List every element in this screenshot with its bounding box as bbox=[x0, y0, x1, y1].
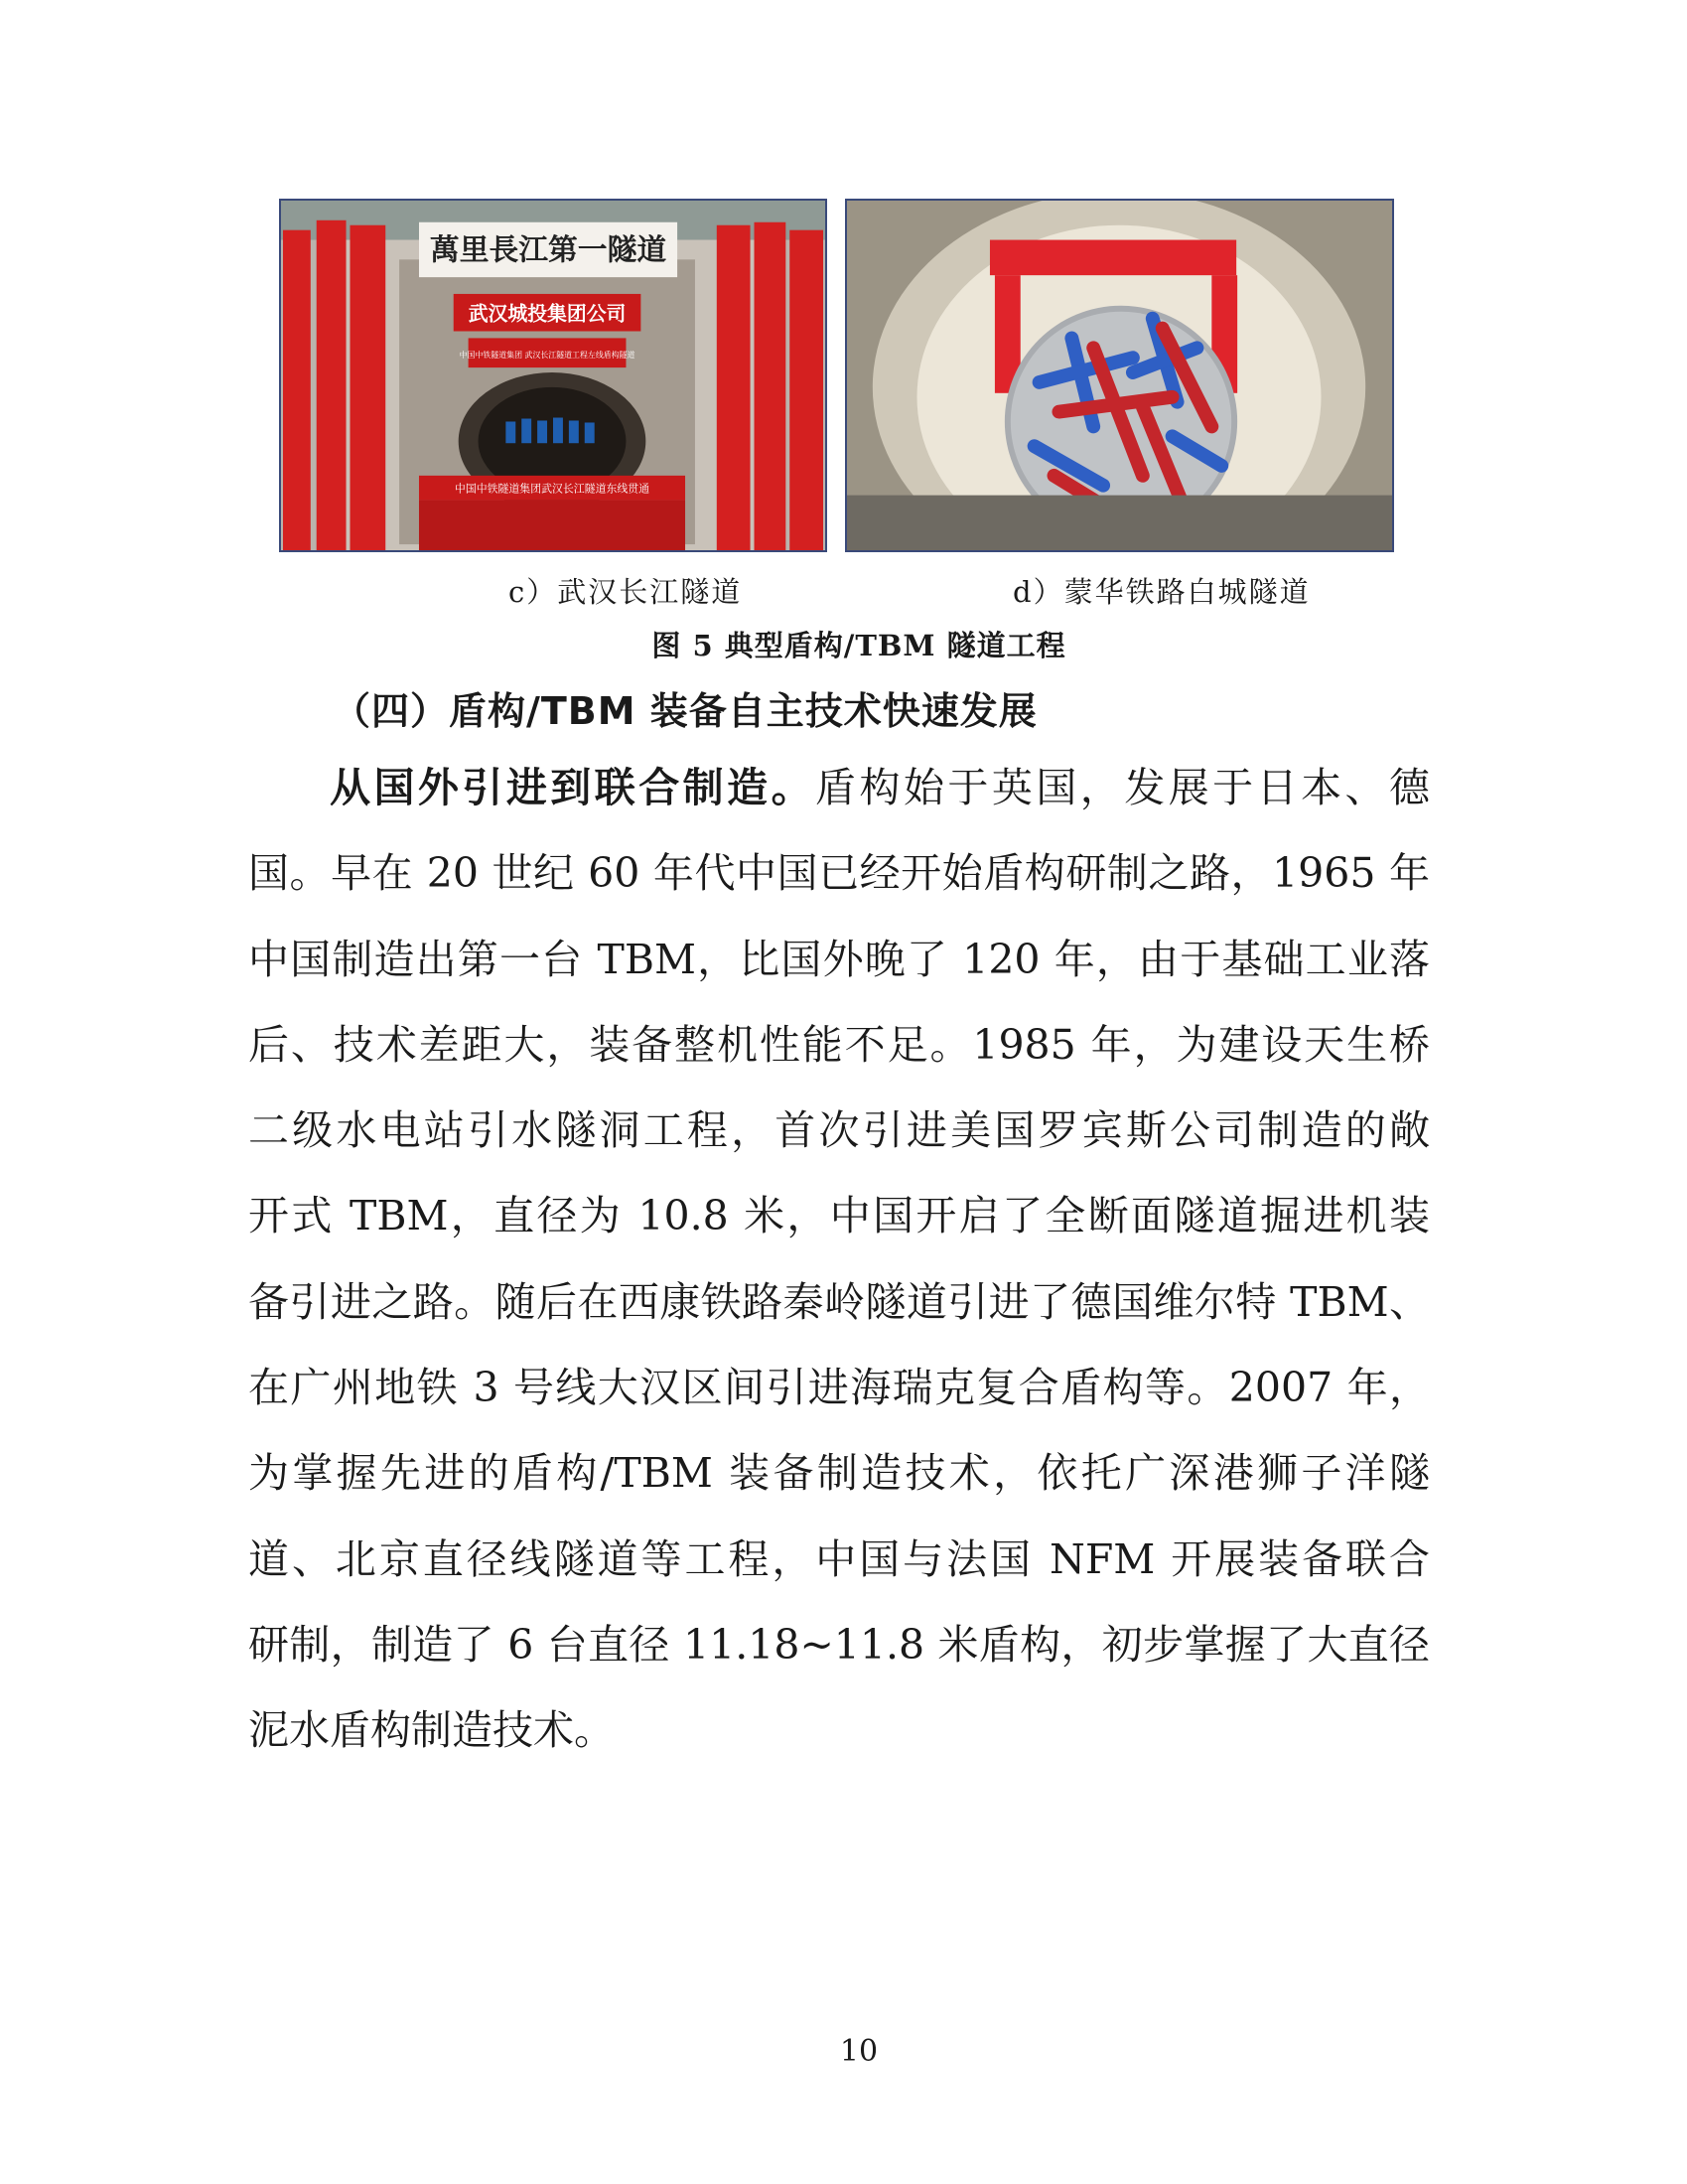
paragraph-line: 后、技术差距大，装备整机性能不足。1985 年，为建设天生桥 bbox=[248, 1020, 1430, 1069]
paragraph-line: 国。早在 20 世纪 60 年代中国已经开始盾构研制之路，1965 年 bbox=[248, 849, 1430, 898]
paragraph-line: 在广州地铁 3 号线大汉区间引进海瑞克复合盾构等。2007 年， bbox=[248, 1364, 1430, 1412]
body-paragraph bbox=[248, 753, 1430, 1782]
photo-menghua-railway-baicheng-tunnel bbox=[845, 199, 1394, 552]
lead-sentence: 从国外引进到联合制造。 bbox=[330, 764, 816, 811]
section-heading: （四）盾构/TBM 装备自主技术快速发展 bbox=[333, 689, 1038, 733]
small-banner-text: 中国中铁隧道集团 武汉长江隧道工程左线盾构隧道 bbox=[459, 351, 635, 361]
paragraph-line: 开式 TBM，直径为 10.8 米，中国开启了全断面隧道掘进机装 bbox=[248, 1192, 1430, 1240]
subcaption-c: c）武汉长江隧道 bbox=[508, 575, 743, 609]
page-number: 10 bbox=[839, 2034, 879, 2069]
paragraph-line: 研制，制造了 6 台直径 11.18~11.8 米盾构，初步掌握了大直径 bbox=[248, 1620, 1430, 1669]
photo-wuhan-yangtze-tunnel bbox=[279, 199, 827, 552]
paragraph-line: 为掌握先进的盾构/TBM 装备制造技术，依托广深港狮子洋隧 bbox=[248, 1449, 1430, 1498]
subcaption-d: d）蒙华铁路白城隧道 bbox=[1013, 575, 1311, 609]
paragraph-line: 中国制造出第一台 TBM，比国外晚了 120 年，由于基础工业落 bbox=[248, 935, 1430, 983]
paragraph-line: 道、北京直径线隧道等工程，中国与法国 NFM 开展装备联合 bbox=[248, 1534, 1430, 1583]
line-text: 盾构始于英国，发展于日本、德 bbox=[815, 764, 1431, 811]
paragraph-line: 泥水盾构制造技术。 bbox=[248, 1706, 615, 1755]
paragraph-line bbox=[248, 753, 1430, 838]
top-banner-text: 萬里長江第一隧道 bbox=[429, 232, 667, 268]
figure-caption: 图 5 典型盾构/TBM 隧道工程 bbox=[651, 629, 1066, 662]
bottom-banner-text: 中国中铁隧道集团武汉长江隧道东线贯通 bbox=[454, 482, 650, 496]
paragraph-line: 备引进之路。随后在西康铁路秦岭隧道引进了德国维尔特 TBM、 bbox=[248, 1277, 1430, 1326]
red-banner-text: 武汉城投集团公司 bbox=[468, 302, 627, 326]
paragraph-line: 二级水电站引水隧洞工程，首次引进美国罗宾斯公司制造的敞 bbox=[248, 1106, 1430, 1155]
